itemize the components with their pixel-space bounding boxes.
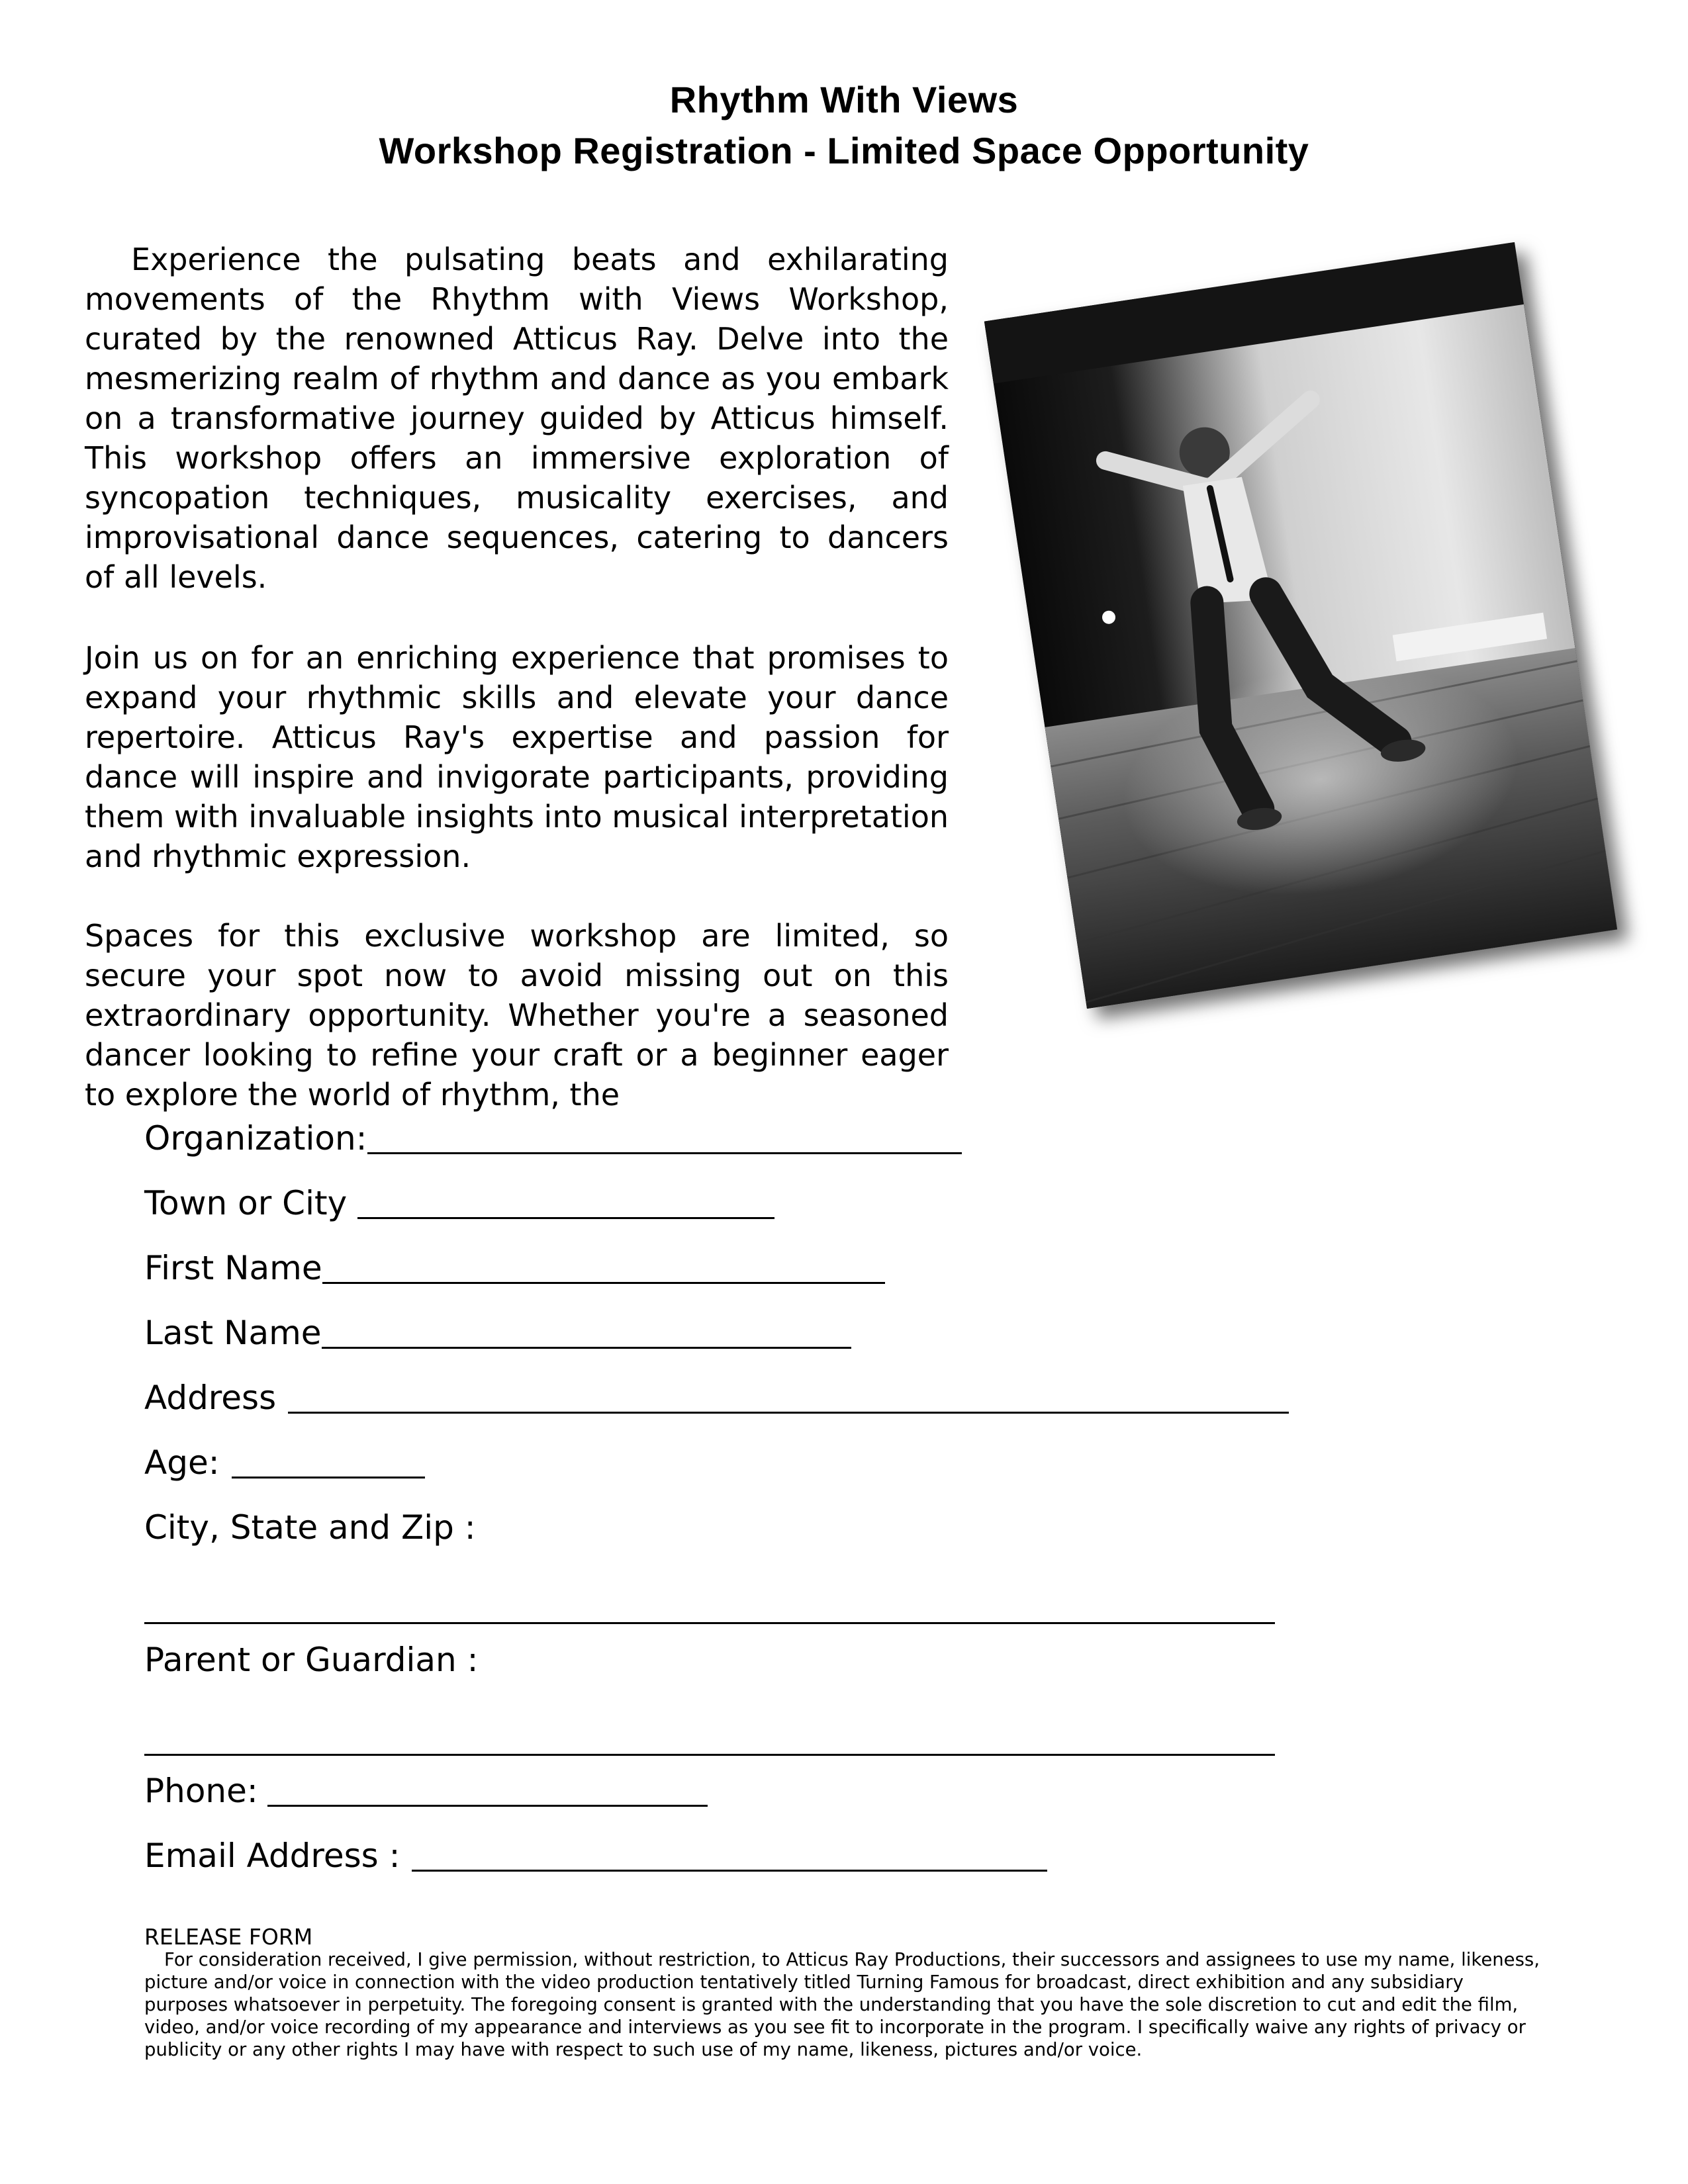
- intro-paragraph-1: Experience the pulsating beats and exhilarating movements of the Rhythm with Views Workshop, curated by the renowned Atticus Ray. Delve into the mesmerizing realm of rhythm and dance as you embark on a transformative journey guided by Atticus himself. This workshop offers an immersive exploration of syncopation techniques, musicality exercises, and improvisational dance sequences, catering to dancers of all levels.: [85, 242, 949, 595]
- last-name-label: Last Name: [144, 1314, 322, 1352]
- last-name-input-line[interactable]: [322, 1314, 851, 1349]
- intro-paragraph-3: Spaces for this exclusive workshop are limited, so secure your spot now to avoid missing out on this extraordinary opportunity. Whether you're a seasoned dancer looking to refine your craft or a beginner eager to explore the world of rhythm, the: [85, 918, 949, 1113]
- organization-label: Organization:: [144, 1119, 367, 1158]
- parent-guardian-label: Parent or Guardian :: [144, 1641, 479, 1679]
- organization-field[interactable]: [144, 1118, 962, 1158]
- address-label: Address: [144, 1379, 277, 1417]
- phone-label: Phone:: [144, 1772, 258, 1810]
- town-city-field[interactable]: [144, 1183, 774, 1223]
- city-state-zip-input-line[interactable]: [144, 1622, 1275, 1624]
- email-field[interactable]: [144, 1836, 1047, 1876]
- phone-field[interactable]: [144, 1771, 708, 1811]
- last-name-field[interactable]: [144, 1313, 851, 1353]
- town-city-label: Town or City: [144, 1184, 348, 1222]
- page-subtitle: Workshop Registration - Limited Space Opportunity: [379, 130, 1309, 171]
- release-form-text: For consideration received, I give permission, without restriction, to Atticus Ray Productions, their successors and assignees to use my name, likeness, picture and/or voice in connection with the video production tentatively titled Turning Famous for broadcast, direct exhibition and any subsidiary purposes whatsoever in perpetuity. The foregoing consent is granted with the understanding that you have the sole discretion to cut and edit the film, video, and/or voice recording of my appearance and interviews as you see fit to incorporate in the program. I specifically waive any rights of privacy or publicity or any other rights I may have with respect to such use of my name, likeness, pictures and/or voice.: [144, 1949, 1540, 2060]
- age-label: Age:: [144, 1443, 220, 1482]
- release-form-heading: RELEASE FORM: [144, 1924, 313, 1950]
- organization-input-line[interactable]: [367, 1119, 962, 1154]
- address-input-line[interactable]: [288, 1379, 1289, 1414]
- address-field[interactable]: [144, 1378, 1289, 1418]
- parent-guardian-input-line[interactable]: [144, 1754, 1275, 1756]
- intro-paragraph-2: Join us on for an enriching experience that promises to expand your rhythmic skills and elevate your dance repertoire. Atticus Ray's expertise and passion for dance will inspire and invigorate participants, providing them with invaluable insights into musical interpretation and rhythmic expression.: [85, 640, 949, 874]
- first-name-input-line[interactable]: [322, 1249, 885, 1284]
- email-input-line[interactable]: [412, 1837, 1047, 1872]
- city-state-zip-label: City, State and Zip :: [144, 1508, 476, 1547]
- first-name-label: First Name: [144, 1249, 322, 1287]
- dancer-photo: [984, 242, 1617, 1009]
- phone-input-line[interactable]: [267, 1772, 708, 1807]
- page-title: Rhythm With Views: [669, 79, 1019, 120]
- age-field[interactable]: [144, 1443, 425, 1482]
- email-label: Email Address :: [144, 1837, 400, 1875]
- city-state-zip-field: [144, 1508, 476, 1547]
- town-city-input-line[interactable]: [357, 1184, 774, 1219]
- age-input-line[interactable]: [232, 1443, 425, 1479]
- first-name-field[interactable]: [144, 1248, 885, 1288]
- parent-guardian-field: [144, 1640, 478, 1680]
